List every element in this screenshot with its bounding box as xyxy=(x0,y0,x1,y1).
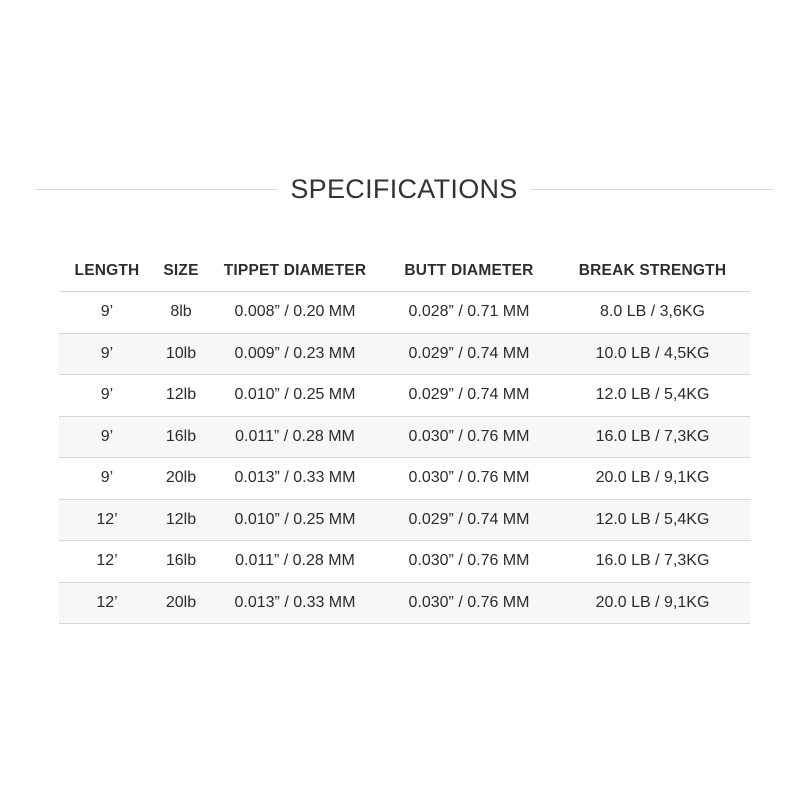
cell-butt-diameter: 0.030” / 0.76 MM xyxy=(383,416,555,458)
cell-break-strength: 16.0 LB / 7,3KG xyxy=(555,541,750,583)
cell-tippet-diameter: 0.013” / 0.33 MM xyxy=(207,582,383,624)
cell-break-strength: 20.0 LB / 9,1KG xyxy=(555,458,750,500)
cell-size: 12lb xyxy=(155,375,207,417)
table-row xyxy=(59,499,750,541)
table-row xyxy=(59,458,750,500)
table-row xyxy=(59,582,750,624)
table-row xyxy=(59,292,750,334)
cell-break-strength: 12.0 LB / 5,4KG xyxy=(555,499,750,541)
cell-butt-diameter: 0.028” / 0.71 MM xyxy=(383,292,555,334)
table-row xyxy=(59,416,750,458)
cell-size: 10lb xyxy=(155,333,207,375)
cell-length: 12’ xyxy=(59,582,155,624)
column-header-butt-diameter: BUTT DIAMETER xyxy=(383,250,555,292)
table-row xyxy=(59,333,750,375)
cell-break-strength: 10.0 LB / 4,5KG xyxy=(555,333,750,375)
cell-tippet-diameter: 0.010” / 0.25 MM xyxy=(207,499,383,541)
cell-tippet-diameter: 0.011” / 0.28 MM xyxy=(207,416,383,458)
cell-size: 20lb xyxy=(155,458,207,500)
cell-break-strength: 16.0 LB / 7,3KG xyxy=(555,416,750,458)
page-title: SPECIFICATIONS xyxy=(290,174,518,204)
header-row xyxy=(59,250,750,292)
cell-length: 12’ xyxy=(59,499,155,541)
specifications-heading xyxy=(0,168,800,212)
table-row xyxy=(59,541,750,583)
column-header-size: SIZE xyxy=(155,250,207,292)
cell-tippet-diameter: 0.010” / 0.25 MM xyxy=(207,375,383,417)
heading-divider-right xyxy=(530,189,774,190)
cell-length: 9’ xyxy=(59,333,155,375)
table-row xyxy=(59,375,750,417)
cell-size: 16lb xyxy=(155,416,207,458)
cell-butt-diameter: 0.030” / 0.76 MM xyxy=(383,458,555,500)
cell-butt-diameter: 0.030” / 0.76 MM xyxy=(383,541,555,583)
cell-tippet-diameter: 0.011” / 0.28 MM xyxy=(207,541,383,583)
cell-length: 9’ xyxy=(59,458,155,500)
cell-break-strength: 20.0 LB / 9,1KG xyxy=(555,582,750,624)
cell-size: 16lb xyxy=(155,541,207,583)
cell-size: 20lb xyxy=(155,582,207,624)
cell-length: 9’ xyxy=(59,375,155,417)
column-header-length: LENGTH xyxy=(59,250,155,292)
cell-tippet-diameter: 0.008” / 0.20 MM xyxy=(207,292,383,334)
cell-tippet-diameter: 0.013” / 0.33 MM xyxy=(207,458,383,500)
cell-length: 9’ xyxy=(59,416,155,458)
cell-break-strength: 12.0 LB / 5,4KG xyxy=(555,375,750,417)
cell-butt-diameter: 0.029” / 0.74 MM xyxy=(383,333,555,375)
cell-break-strength: 8.0 LB / 3,6KG xyxy=(555,292,750,334)
cell-length: 9’ xyxy=(59,292,155,334)
table-header xyxy=(59,250,750,292)
heading-divider-left xyxy=(35,189,278,190)
cell-butt-diameter: 0.029” / 0.74 MM xyxy=(383,375,555,417)
cell-size: 8lb xyxy=(155,292,207,334)
cell-butt-diameter: 0.029” / 0.74 MM xyxy=(383,499,555,541)
column-header-break-strength: BREAK STRENGTH xyxy=(555,250,750,292)
column-header-tippet-diameter: TIPPET DIAMETER xyxy=(207,250,383,292)
table-body xyxy=(59,292,750,624)
cell-size: 12lb xyxy=(155,499,207,541)
cell-tippet-diameter: 0.009” / 0.23 MM xyxy=(207,333,383,375)
cell-length: 12’ xyxy=(59,541,155,583)
specifications-table xyxy=(59,250,750,624)
cell-butt-diameter: 0.030” / 0.76 MM xyxy=(383,582,555,624)
